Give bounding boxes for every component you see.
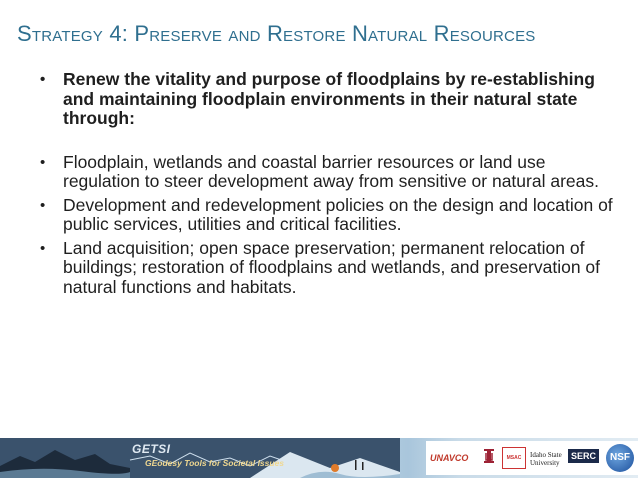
bullet-icon: •: [40, 239, 46, 257]
partner-logos: [426, 441, 638, 475]
idaho-state-logo: Idaho State University: [530, 451, 562, 467]
bullet-item-lead: [40, 70, 615, 129]
bullet-text: Development and redevelopment policies on the design and location of public services, utilities and critical facilities.: [63, 194, 613, 234]
bullet-icon: •: [40, 153, 46, 171]
indiana-university-logo: [482, 447, 496, 467]
slide-title: Strategy 4: Preserve and Restore Natural Resources: [17, 21, 536, 46]
bullet-icon: •: [40, 196, 46, 214]
nsf-logo: NSF: [606, 444, 634, 472]
msac-logo: MSAC: [502, 447, 526, 469]
bullet-icon: •: [40, 71, 46, 88]
bullet-item: [40, 196, 615, 235]
bullet-text: Floodplain, wetlands and coastal barrier resources or land use regulation to steer development away from sensitive or natural areas.: [63, 151, 599, 191]
bullet-list: [40, 70, 615, 301]
bullet-text: Renew the vitality and purpose of floodplains by re-establishing and maintaining floodplain environments in their natural state through:: [63, 69, 595, 128]
bullet-item: [40, 153, 615, 192]
footer-banner: [0, 438, 638, 478]
bullet-item: [40, 239, 615, 298]
getsi-logo: GETSI: [132, 442, 171, 456]
getsi-tagline: GEodesy Tools for Societal Issues: [145, 458, 285, 468]
unavco-logo: UNAVCO: [430, 453, 469, 463]
serc-logo: SERC: [568, 449, 599, 463]
bullet-text: Land acquisition; open space preservation; permanent relocation of buildings; restoration of floodplains and wetlands, and preservation of natural functions and habitats.: [63, 237, 601, 297]
